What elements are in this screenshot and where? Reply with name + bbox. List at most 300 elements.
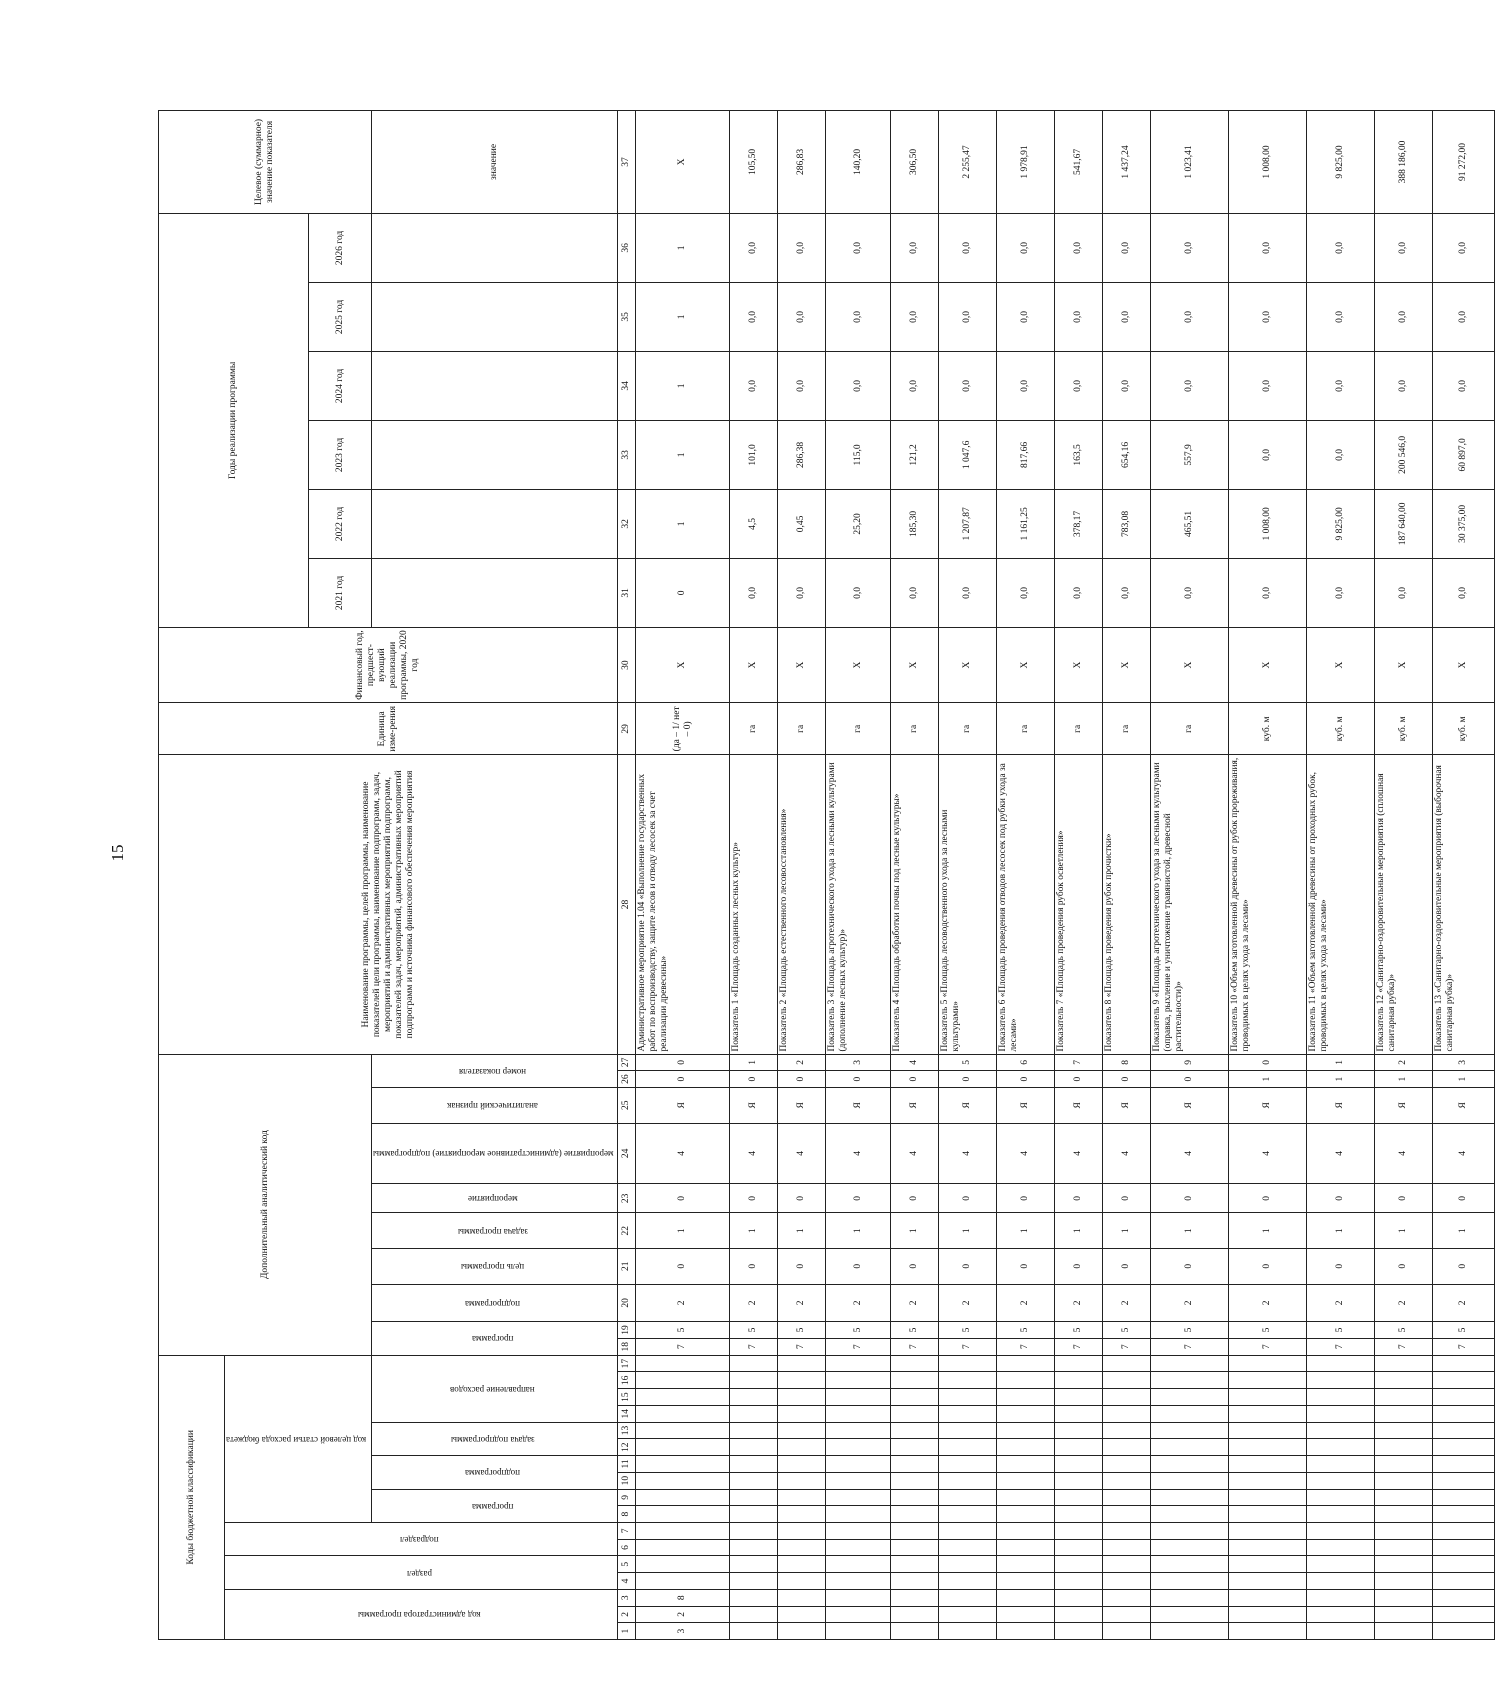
code-cell: 0 (778, 1184, 826, 1213)
code-cell (636, 1422, 730, 1439)
code-cell (1433, 1573, 1495, 1590)
code-cell (1375, 1606, 1433, 1623)
code-cell (939, 1506, 997, 1523)
row-unit: куб. м (1229, 703, 1307, 755)
fin-year-header: Финансовый год, предшест-вующий реализации программы, 2020 год (159, 627, 618, 702)
code-cell: 1 (1307, 1071, 1375, 1088)
column-number: 12 (618, 1439, 636, 1456)
code-cell (730, 1623, 778, 1640)
code-cell (1103, 1573, 1151, 1590)
code-cell (730, 1472, 778, 1489)
year-value: 1 (636, 489, 730, 558)
code-cell (730, 1589, 778, 1606)
code-cell (636, 1573, 730, 1590)
code-cell: 2 (730, 1284, 778, 1322)
code-cell (778, 1522, 826, 1539)
code-cell: 2 (1055, 1284, 1103, 1322)
code-cell (1433, 1489, 1495, 1506)
year-value: 0,0 (1151, 213, 1229, 282)
code-cell: Я (939, 1088, 997, 1124)
table-row (1307, 111, 1375, 1640)
code-cell: 0 (636, 1249, 730, 1285)
code-cell (997, 1439, 1055, 1456)
code-cell (1433, 1456, 1495, 1473)
task-header (372, 1422, 618, 1455)
year-value: 0,0 (891, 351, 939, 420)
y2025-sub (372, 282, 618, 351)
row-fin-year: X (1151, 627, 1229, 702)
code-cell (1151, 1472, 1229, 1489)
column-number: 21 (618, 1249, 636, 1285)
column-number: 11 (618, 1456, 636, 1473)
code-cell: 4 (730, 1123, 778, 1184)
table-body (636, 111, 1495, 1640)
subsection-header (225, 1522, 618, 1555)
budget-codes-header: Коды бюджетной классификации (159, 1355, 225, 1639)
code-cell (1151, 1623, 1229, 1640)
code-cell (891, 1439, 939, 1456)
code-cell: 0 (826, 1071, 891, 1088)
code-cell (1055, 1589, 1103, 1606)
code-cell (730, 1439, 778, 1456)
code-cell: Я (826, 1088, 891, 1124)
code-cell (826, 1623, 891, 1640)
code-cell: 1 (1375, 1213, 1433, 1249)
code-cell: Я (1307, 1088, 1375, 1124)
code-cell (1151, 1405, 1229, 1422)
code-cell (1307, 1606, 1375, 1623)
code-cell (1055, 1539, 1103, 1556)
year-value: 115,0 (826, 420, 891, 489)
year-value: 200 546,0 (1375, 420, 1433, 489)
year-value: 9 825,00 (1307, 489, 1375, 558)
code-cell (730, 1573, 778, 1590)
row-name: Показатель 13 «Санитарно-оздоровительные мероприятия (выборочная санитарная рубка)» (1433, 755, 1495, 1054)
code-cell (730, 1539, 778, 1556)
year-value: 163,5 (1055, 420, 1103, 489)
code-cell (891, 1456, 939, 1473)
row-name: Показатель 8 «Площадь проведения рубок прочистки» (1103, 755, 1151, 1054)
code-cell: 5 (826, 1322, 891, 1339)
target-value: 1 978,91 (997, 111, 1055, 214)
code-cell (891, 1522, 939, 1539)
table-row (891, 111, 939, 1640)
row-name: Показатель 3 «Площадь агротехнического ухода за лесными культурами (дополнение лесных культур)» (826, 755, 891, 1054)
year-value: 0,0 (1103, 351, 1151, 420)
row-name: Административное мероприятие 1.04 «Выполнение государственных работ по воспроизводству, защите лесов и отводу лесосек за счет реализации древесины» (636, 755, 730, 1054)
code-cell: 1 (826, 1213, 891, 1249)
column-number: 18 (618, 1338, 636, 1355)
code-cell (1375, 1389, 1433, 1406)
code-cell (1055, 1405, 1103, 1422)
code-cell: 0 (1103, 1071, 1151, 1088)
row-name: Показатель 1 «Площадь созданных лесных культур» (730, 755, 778, 1054)
year-value: 0,0 (1055, 558, 1103, 627)
year-value: 0,0 (1375, 282, 1433, 351)
code-cell: Я (636, 1088, 730, 1124)
code-cell: 4 (997, 1123, 1055, 1184)
code-cell (997, 1422, 1055, 1439)
code-cell (826, 1372, 891, 1389)
code-cell (730, 1456, 778, 1473)
code-cell (636, 1539, 730, 1556)
code-cell (826, 1355, 891, 1372)
code-cell: 4 (891, 1054, 939, 1071)
code-cell (891, 1556, 939, 1573)
code-cell (1433, 1355, 1495, 1372)
code-cell (1307, 1489, 1375, 1506)
code-cell: 0 (1307, 1249, 1375, 1285)
code-cell: 1 (1229, 1213, 1307, 1249)
year-value: 1 008,00 (1229, 489, 1307, 558)
column-number: 15 (618, 1389, 636, 1406)
code-cell (1307, 1372, 1375, 1389)
column-number: 31 (618, 558, 636, 627)
code-cell: 2 (778, 1054, 826, 1071)
code-cell: 7 (891, 1338, 939, 1355)
row-name: Показатель 2 «Площадь естественного лесовосстановления» (778, 755, 826, 1054)
code-cell (939, 1489, 997, 1506)
table-row (1375, 111, 1433, 1640)
code-cell: 9 (1151, 1054, 1229, 1071)
code-cell: 0 (826, 1184, 891, 1213)
code-cell: 7 (1103, 1338, 1151, 1355)
code-cell (1307, 1539, 1375, 1556)
code-cell (939, 1355, 997, 1372)
year-value: 0,0 (1103, 282, 1151, 351)
table-row (997, 111, 1055, 1640)
code-cell: 1 (997, 1213, 1055, 1249)
code-cell: Я (778, 1088, 826, 1124)
code-cell: 1 (636, 1213, 730, 1249)
code-cell: 2 (636, 1284, 730, 1322)
code-cell: 5 (778, 1322, 826, 1339)
code-cell (939, 1606, 997, 1623)
column-number: 27 (618, 1054, 636, 1071)
y2024-header: 2024 год (309, 351, 372, 420)
column-number: 20 (618, 1284, 636, 1322)
column-number: 7 (618, 1522, 636, 1539)
code-cell: 0 (730, 1249, 778, 1285)
y2023-header: 2023 год (309, 420, 372, 489)
target-value: 2 255,47 (939, 111, 997, 214)
code-cell (939, 1573, 997, 1590)
year-value: 0,0 (997, 558, 1055, 627)
code-cell (730, 1556, 778, 1573)
code-cell (891, 1355, 939, 1372)
code-cell (1433, 1389, 1495, 1406)
code-cell (1229, 1439, 1307, 1456)
code-cell: 4 (826, 1123, 891, 1184)
row-name: Показатель 4 «Площадь обработки почвы под лесные культуры» (891, 755, 939, 1054)
code-cell (891, 1606, 939, 1623)
year-value: 1 207,87 (939, 489, 997, 558)
code-cell: 0 (891, 1071, 939, 1088)
year-value: 0,45 (778, 489, 826, 558)
row-name: Показатель 6 «Площадь проведения отводов лесосек под рубки ухода за лесами» (997, 755, 1055, 1054)
code-cell: 7 (939, 1338, 997, 1355)
code-cell (939, 1372, 997, 1389)
code-cell: 7 (1307, 1338, 1375, 1355)
code-cell: 0 (1055, 1249, 1103, 1285)
code-cell (778, 1623, 826, 1640)
code-cell: 0 (1433, 1184, 1495, 1213)
table-row (730, 111, 778, 1640)
code-cell (1151, 1439, 1229, 1456)
code-cell (997, 1489, 1055, 1506)
code-cell (1151, 1422, 1229, 1439)
years-header: Годы реализации программы (159, 213, 309, 627)
year-value: 0,0 (1229, 558, 1307, 627)
a-measure-header (372, 1184, 618, 1213)
target-value: 1 437,24 (1103, 111, 1151, 214)
target-value: 286,83 (778, 111, 826, 214)
year-value: 0,0 (1055, 351, 1103, 420)
code-cell (1375, 1439, 1433, 1456)
code-cell (778, 1389, 826, 1406)
row-fin-year: X (1375, 627, 1433, 702)
target-value: 140,20 (826, 111, 891, 214)
code-cell (997, 1472, 1055, 1489)
code-cell: 0 (939, 1184, 997, 1213)
target-value: 9 825,00 (1307, 111, 1375, 214)
year-value: 0,0 (1229, 213, 1307, 282)
year-value: 0,0 (1307, 420, 1375, 489)
code-cell (778, 1573, 826, 1590)
code-cell: 4 (891, 1123, 939, 1184)
code-cell (1307, 1439, 1375, 1456)
y2022-sub (372, 489, 618, 558)
code-cell (1103, 1539, 1151, 1556)
year-value: 0,0 (1375, 213, 1433, 282)
year-value: 0,0 (1433, 558, 1495, 627)
code-cell (1375, 1422, 1433, 1439)
code-cell (1151, 1573, 1229, 1590)
code-cell: 5 (997, 1322, 1055, 1339)
row-fin-year: X (730, 627, 778, 702)
code-cell (1103, 1623, 1151, 1640)
code-cell: 2 (636, 1606, 730, 1623)
code-cell: 0 (997, 1184, 1055, 1213)
code-cell (1103, 1472, 1151, 1489)
code-cell (1307, 1589, 1375, 1606)
column-number: 1 (618, 1623, 636, 1640)
code-cell (730, 1405, 778, 1422)
code-cell (1103, 1589, 1151, 1606)
code-cell: 0 (1229, 1054, 1307, 1071)
code-cell (1375, 1573, 1433, 1590)
code-cell: 2 (1375, 1054, 1433, 1071)
code-cell (1229, 1489, 1307, 1506)
code-cell (826, 1456, 891, 1473)
code-cell (778, 1456, 826, 1473)
code-cell (636, 1372, 730, 1389)
page-number: 15 (108, 844, 127, 862)
code-cell (1151, 1389, 1229, 1406)
code-cell: 5 (1375, 1322, 1433, 1339)
year-value: 0,0 (826, 558, 891, 627)
year-value: 0,0 (939, 213, 997, 282)
row-unit: га (891, 703, 939, 755)
code-cell: 0 (636, 1184, 730, 1213)
y2025-header: 2025 год (309, 282, 372, 351)
code-cell (1307, 1422, 1375, 1439)
code-cell (778, 1506, 826, 1523)
code-cell (1151, 1522, 1229, 1539)
year-value: 0,0 (891, 558, 939, 627)
code-cell (1103, 1606, 1151, 1623)
code-cell (1375, 1623, 1433, 1640)
code-cell: 0 (778, 1249, 826, 1285)
code-cell (730, 1389, 778, 1406)
code-cell: 7 (1151, 1338, 1229, 1355)
rotated-table-frame (158, 110, 1469, 1640)
code-cell (939, 1539, 997, 1556)
code-cell: 1 (891, 1213, 939, 1249)
code-cell: 0 (891, 1184, 939, 1213)
row-fin-year: X (1433, 627, 1495, 702)
code-cell (826, 1472, 891, 1489)
code-cell: 1 (1375, 1071, 1433, 1088)
code-cell: 8 (1103, 1054, 1151, 1071)
year-value: 0,0 (730, 351, 778, 420)
subprogram-header (372, 1456, 618, 1489)
code-cell: 5 (1229, 1322, 1307, 1339)
code-cell (891, 1489, 939, 1506)
code-cell: 1 (1229, 1071, 1307, 1088)
column-number: 8 (618, 1506, 636, 1523)
code-cell: 1 (778, 1213, 826, 1249)
code-cell (891, 1405, 939, 1422)
code-cell (1229, 1405, 1307, 1422)
table-row (778, 111, 826, 1640)
code-cell: 7 (1229, 1338, 1307, 1355)
year-value: 0,0 (778, 558, 826, 627)
a-task-label: задача программы (457, 1226, 528, 1237)
code-cell: 0 (1151, 1184, 1229, 1213)
year-value: 0,0 (1229, 420, 1307, 489)
column-number: 6 (618, 1539, 636, 1556)
code-cell (1375, 1589, 1433, 1606)
code-cell (1229, 1389, 1307, 1406)
code-cell (1433, 1539, 1495, 1556)
code-cell (1229, 1589, 1307, 1606)
a-measure-type-header (372, 1123, 618, 1184)
row-unit: га (1103, 703, 1151, 755)
code-cell: 5 (1103, 1322, 1151, 1339)
code-cell (826, 1522, 891, 1539)
code-cell: 4 (778, 1123, 826, 1184)
year-value: 101,0 (730, 420, 778, 489)
target-article-header (225, 1355, 372, 1522)
code-cell (778, 1422, 826, 1439)
year-value: 0,0 (1307, 558, 1375, 627)
code-cell: 7 (1375, 1338, 1433, 1355)
code-cell: 4 (939, 1123, 997, 1184)
row-name: Показатель 11 «Объем заготовленной древесины от проходных рубок, проводимых в целях ухода за лесами» (1307, 755, 1375, 1054)
year-value: 0,0 (1055, 213, 1103, 282)
code-cell (1103, 1389, 1151, 1406)
table-row (1151, 111, 1229, 1640)
row-unit: (да – 1/ нет – 0) (636, 703, 730, 755)
row-name: Показатель 5 «Площадь лесоводственного ухода за лесными культурами» (939, 755, 997, 1054)
code-cell (1375, 1489, 1433, 1506)
code-cell (1229, 1556, 1307, 1573)
code-cell: 4 (1433, 1123, 1495, 1184)
code-cell (778, 1372, 826, 1389)
code-cell: 0 (1055, 1184, 1103, 1213)
code-cell (1055, 1355, 1103, 1372)
code-cell (939, 1389, 997, 1406)
code-cell (1103, 1422, 1151, 1439)
year-value: 0,0 (891, 213, 939, 282)
row-unit: га (1055, 703, 1103, 755)
code-cell (1055, 1623, 1103, 1640)
code-cell (826, 1506, 891, 1523)
code-cell (1151, 1606, 1229, 1623)
y2021-sub (372, 558, 618, 627)
code-cell (1055, 1372, 1103, 1389)
code-cell (891, 1539, 939, 1556)
program-label: программа (472, 1501, 514, 1512)
code-cell: Я (997, 1088, 1055, 1124)
a-measure-label: мероприятие (467, 1194, 518, 1205)
code-cell (891, 1506, 939, 1523)
code-cell (778, 1556, 826, 1573)
code-cell (778, 1439, 826, 1456)
y2021-header: 2021 год (309, 558, 372, 627)
target-value: 388 186,00 (1375, 111, 1433, 214)
year-value: 0,0 (997, 282, 1055, 351)
code-cell (1375, 1405, 1433, 1422)
column-number: 17 (618, 1355, 636, 1372)
task-label: задача подпрограммы (450, 1434, 535, 1445)
code-cell (730, 1422, 778, 1439)
code-cell: 3 (1433, 1054, 1495, 1071)
year-value: 0,0 (1229, 351, 1307, 420)
code-cell (636, 1389, 730, 1406)
code-cell (939, 1439, 997, 1456)
code-cell: 2 (939, 1284, 997, 1322)
code-cell: 2 (1103, 1284, 1151, 1322)
code-cell: 1 (1307, 1213, 1375, 1249)
year-value: 1 161,25 (997, 489, 1055, 558)
code-cell (997, 1522, 1055, 1539)
code-cell (1229, 1456, 1307, 1473)
code-cell (826, 1405, 891, 1422)
code-cell (1433, 1606, 1495, 1623)
code-cell (1103, 1489, 1151, 1506)
year-value: 465,51 (1151, 489, 1229, 558)
code-cell: 0 (1433, 1249, 1495, 1285)
code-cell: 2 (1375, 1284, 1433, 1322)
row-unit: га (778, 703, 826, 755)
code-cell: 4 (1229, 1123, 1307, 1184)
code-cell (891, 1422, 939, 1439)
code-cell: Я (1229, 1088, 1307, 1124)
code-cell (1307, 1573, 1375, 1590)
row-fin-year: X (891, 627, 939, 702)
a-attribute-label: аналитический признак (447, 1101, 539, 1112)
code-cell (891, 1589, 939, 1606)
code-cell (939, 1589, 997, 1606)
a-subprogram-header (372, 1284, 618, 1322)
code-cell (1375, 1539, 1433, 1556)
code-cell (778, 1489, 826, 1506)
year-value: 817,66 (997, 420, 1055, 489)
code-cell (939, 1472, 997, 1489)
code-cell (997, 1623, 1055, 1640)
